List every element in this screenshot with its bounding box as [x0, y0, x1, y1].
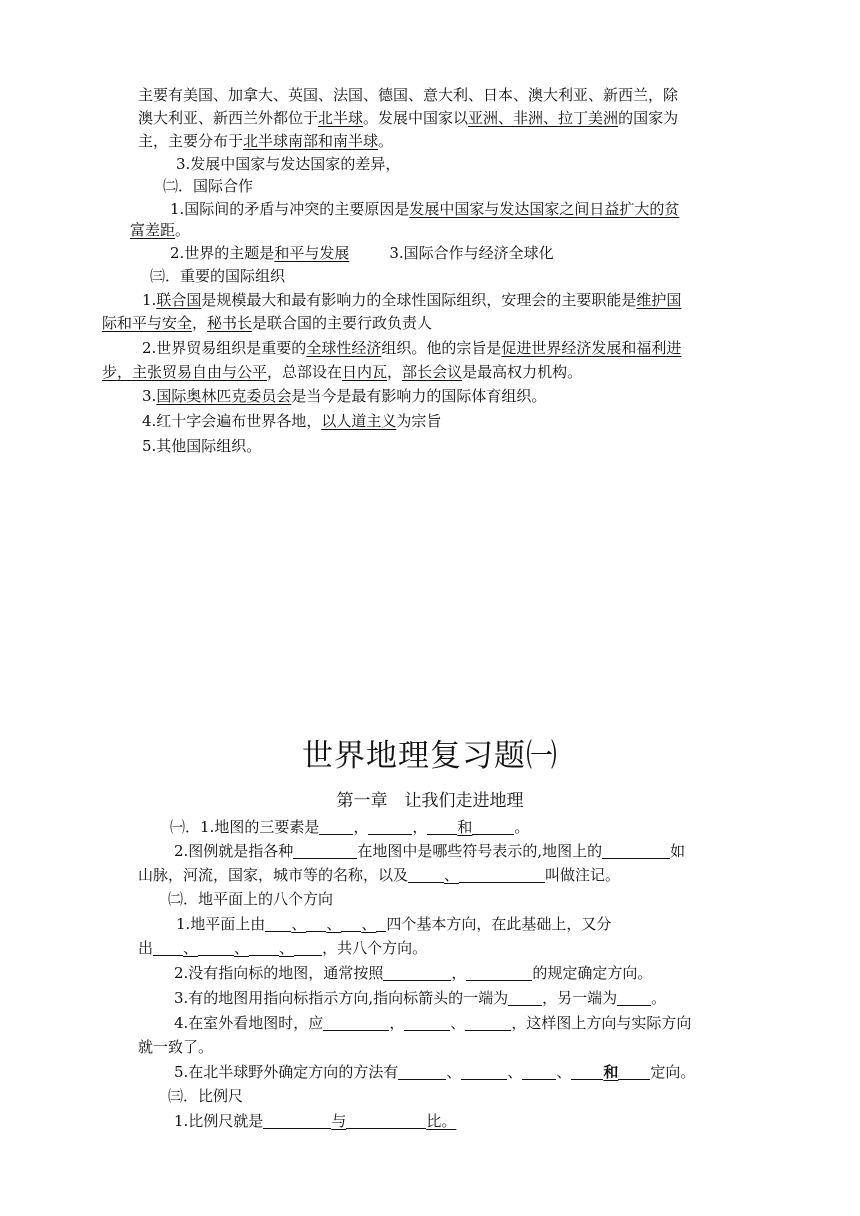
- answer-ministerial-conference: 部长会议: [402, 363, 463, 381]
- blank[interactable]: [198, 940, 234, 956]
- blank[interactable]: [461, 1064, 507, 1080]
- answer-wto-aim-part1: 促进世界经济发展和福利进: [501, 339, 682, 357]
- item-differences: 3.发展中国家与发达国家的差异，: [176, 155, 401, 173]
- item-world-theme: 2.世界的主题是和平与发展 3.国际合作与经济全球化: [170, 244, 554, 262]
- blank[interactable]: [383, 965, 451, 981]
- blank[interactable]: [508, 990, 542, 1006]
- item-conflict-cause-line1: 1.国际间的矛盾与冲突的主要原因是发展中国家与发达国家之间日益扩大的贫: [170, 200, 680, 218]
- item-wto-line2: 步，主张贸易自由与公平，总部设在日内瓦，部长会议是最高权力机构。: [102, 363, 583, 381]
- blank[interactable]: [617, 990, 651, 1006]
- answer-asia-africa-latam: 亚洲、非洲、拉丁美洲: [468, 109, 619, 127]
- blank[interactable]: [618, 1064, 650, 1080]
- answer-global-economic: 全球性经济: [306, 339, 382, 357]
- blank[interactable]: [404, 1015, 450, 1031]
- item-un-line1: 1.联合国是规模最大和最有影响力的全球性国际组织，安理会的主要职能是维护国: [142, 291, 682, 309]
- chapter-heading: 第一章 让我们走进地理: [336, 791, 524, 811]
- para-developed-line3: 主，主要分布于北半球南部和南半球。: [138, 132, 394, 150]
- page-title: 世界地理复习题㈠: [302, 738, 558, 774]
- blank[interactable]: [249, 940, 279, 956]
- q-outdoor-map-line1: 4.在室外看地图时，应 ， 、 ，这样图上方向与实际方向: [174, 1014, 692, 1032]
- blank[interactable]: [465, 1015, 511, 1031]
- heading-scale: ㈢．比例尺: [168, 1087, 244, 1105]
- answer-geneva: 日内瓦: [342, 363, 388, 381]
- answer-gap-part1: 发展中国家与发达国家之间日益扩大的贫: [409, 200, 680, 218]
- heading-intl-cooperation: ㈡．国际合作: [163, 177, 254, 195]
- item-other-orgs: 5.其他国际组织。: [142, 437, 262, 455]
- q-scale-definition: 1.比例尺就是 与 比。: [174, 1112, 457, 1130]
- blank[interactable]: [294, 940, 322, 956]
- blank[interactable]: [368, 819, 412, 835]
- blank[interactable]: [153, 940, 183, 956]
- blank[interactable]: [376, 916, 386, 932]
- blank[interactable]: [265, 916, 291, 932]
- item-wto-line1: 2.世界贸易组织是重要的全球性经济组织。他的宗旨是促进世界经济发展和福利进: [142, 339, 682, 357]
- item-conflict-cause-line2: 富差距。: [130, 221, 191, 239]
- blank[interactable]: [602, 843, 670, 859]
- q-outdoor-map-line2: 就一致了。: [138, 1038, 214, 1056]
- blank[interactable]: [398, 1064, 446, 1080]
- answer-distribution: 北半球南部和南半球: [243, 132, 379, 150]
- answer-wto-aim-part2: 步，主张贸易自由与公平: [102, 363, 268, 381]
- q-legend-line1: 2.图例就是指各种 在地图中是哪些符号表示的,地图上的 如: [174, 842, 686, 860]
- item-red-cross: 4.红十字会遍布世界各地，以人道主义为宗旨: [142, 412, 442, 430]
- blank[interactable]: [323, 1015, 389, 1031]
- para-developed-line1: 主要有美国、加拿大、英国、法国、德国、意大利、日本、澳大利亚、新西兰，除: [138, 86, 679, 104]
- answer-peace-development: 和平与发展: [274, 244, 350, 262]
- answer-gap-part2: 富差距: [130, 221, 176, 239]
- blank[interactable]: [293, 843, 357, 859]
- blank[interactable]: [522, 1064, 556, 1080]
- blank[interactable]: [571, 1064, 603, 1080]
- q-legend-line2: 山脉，河流，国家，城市等的名称，以及 、 叫做注记。: [138, 866, 621, 884]
- blank[interactable]: [341, 916, 361, 932]
- q-map-elements: ㈠．1.地图的三要素是 ， ， 和 。: [170, 818, 530, 836]
- answer-maintain-peace-part2: 际和平与安全: [102, 314, 193, 332]
- blank[interactable]: [319, 819, 353, 835]
- q-arrow-map: 3.有的地图用指向标指示方向,指向标箭头的一端为 ，另一端为 。: [174, 989, 667, 1007]
- blank[interactable]: [408, 867, 444, 883]
- item-ioc: 3.国际奥林匹克委员会是当今是最有影响力的国际体育组织。: [142, 387, 547, 405]
- blank[interactable]: [466, 965, 532, 981]
- answer-secretary-general: 秘书长: [207, 314, 253, 332]
- answer-humanitarianism: 以人道主义: [321, 412, 397, 430]
- blank[interactable]: [263, 1113, 331, 1129]
- answer-maintain-peace-part1: 维护国: [636, 291, 682, 309]
- blank[interactable]: [306, 916, 326, 932]
- answer-un: 联合国: [156, 291, 202, 309]
- item-un-line2: 际和平与安全，秘书长是联合国的主要行政负责人: [102, 314, 433, 332]
- q-no-arrow-map: 2.没有指向标的地图，通常按照 ， 的规定确定方向。: [174, 964, 653, 982]
- q-directions-line2: 出 、 、 、 ，共八个方向。: [138, 939, 428, 957]
- heading-eight-directions: ㈡．地平面上的八个方向: [168, 890, 334, 908]
- blank[interactable]: [459, 867, 545, 883]
- blank[interactable]: [472, 819, 514, 835]
- blank[interactable]: [346, 1113, 426, 1129]
- answer-ioc: 国际奥林匹克委员会: [156, 387, 292, 405]
- heading-intl-organizations: ㈢．重要的国际组织: [150, 267, 286, 285]
- q-field-direction: 5.在北半球野外确定方向的方法有 、 、 、 和 定向。: [174, 1063, 696, 1081]
- q-directions-line1: 1.地平面上由 、 、 、 四个基本方向，在此基础上，又分: [176, 915, 612, 933]
- answer-northern-hemisphere: 北半球: [318, 109, 364, 127]
- blank[interactable]: [427, 819, 457, 835]
- para-developed-line2: 澳大利亚、新西兰外都位于北半球。发展中国家以亚洲、非洲、拉丁美洲的国家为: [138, 109, 679, 127]
